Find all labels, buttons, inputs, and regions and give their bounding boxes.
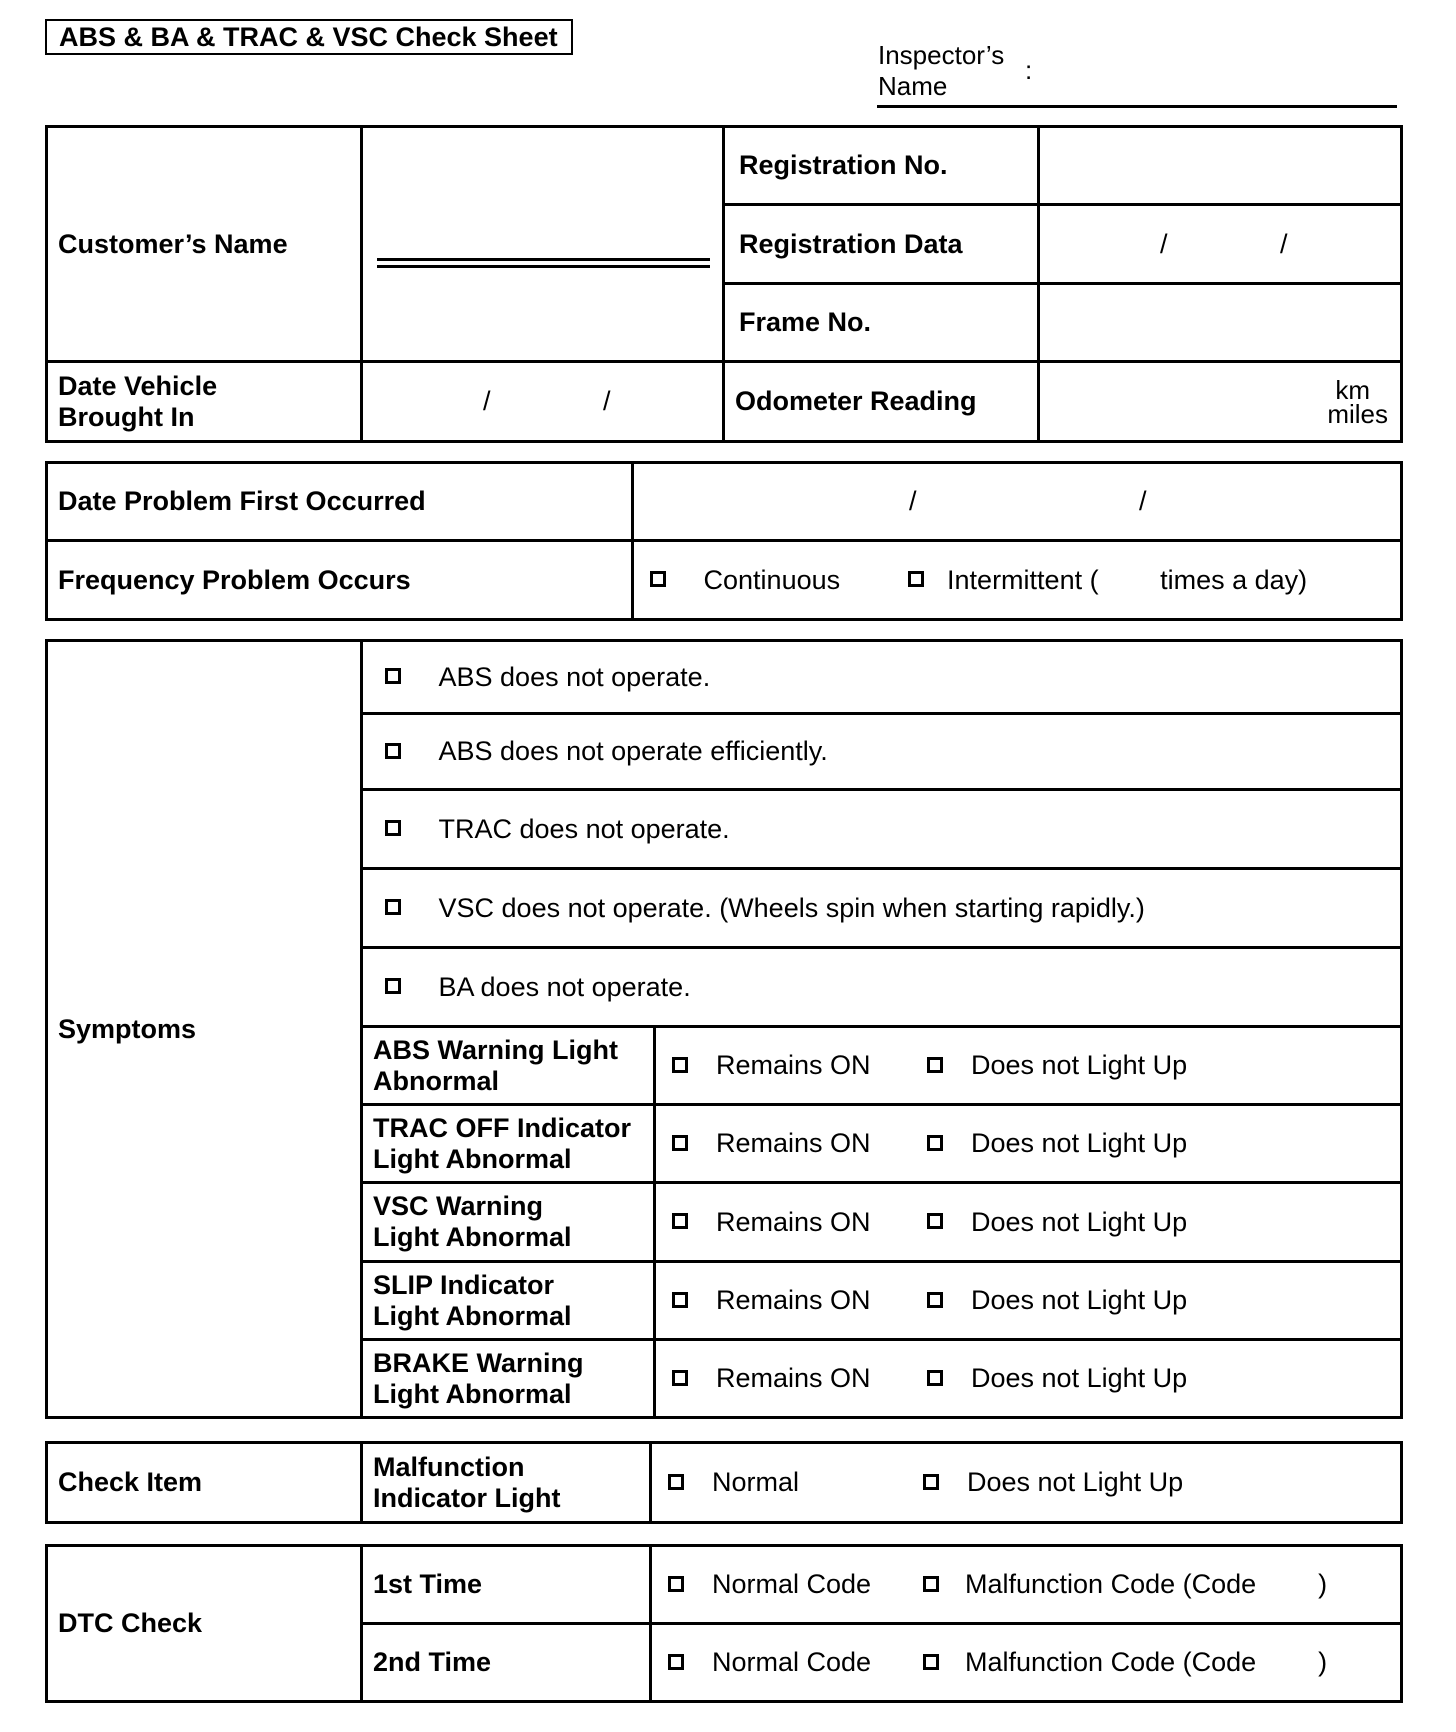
check-item-label: Check Item <box>47 1443 362 1523</box>
inspector-colon: : <box>1025 55 1033 85</box>
date-slash: / <box>909 486 917 516</box>
checkbox[interactable] <box>672 1213 688 1229</box>
checkbox[interactable] <box>672 1057 688 1073</box>
intermittent-option[interactable]: Intermittent ( times a day) <box>908 565 1308 596</box>
checkbox[interactable] <box>385 820 401 836</box>
checkbox[interactable] <box>927 1135 943 1151</box>
warning-light-label: VSC Warning Light Abnormal <box>362 1183 655 1262</box>
checkbox[interactable] <box>923 1576 939 1592</box>
warning-light-options <box>655 1105 1402 1183</box>
sheet-title: ABS & BA & TRAC & VSC Check Sheet <box>45 19 573 55</box>
inspector-name-field[interactable] <box>877 105 1397 108</box>
date-first-occurred-label: Date Problem First Occurred <box>47 463 633 541</box>
warning-light-options <box>655 1340 1402 1418</box>
checkbox[interactable] <box>927 1057 943 1073</box>
symptom-row[interactable]: TRAC does not operate. <box>362 790 1402 869</box>
registration-no-label: Registration No. <box>724 127 1039 205</box>
does-not-light-up-option[interactable]: Does not Light Up <box>923 1467 1183 1498</box>
problem-occurrence-table <box>45 461 1403 621</box>
checkbox[interactable] <box>668 1474 684 1490</box>
check-item-table <box>45 1441 1403 1524</box>
warning-light-label: ABS Warning Light Abnormal <box>362 1027 655 1105</box>
frequency-label: Frequency Problem Occurs <box>47 541 633 620</box>
checkbox[interactable] <box>927 1370 943 1386</box>
does-not-light-up-option[interactable]: Does not Light Up <box>927 1285 1187 1316</box>
dtc-check-table <box>45 1544 1403 1703</box>
inspector-name-label: Inspector’s Name <box>878 40 1005 101</box>
remains-on-option[interactable]: Remains ON <box>672 1050 927 1081</box>
does-not-light-up-option[interactable]: Does not Light Up <box>927 1363 1187 1394</box>
symptom-row[interactable]: VSC does not operate. (Wheels spin when starting rapidly.) <box>362 869 1402 948</box>
does-not-light-up-option[interactable]: Does not Light Up <box>927 1207 1187 1238</box>
date-slash: / <box>1139 486 1147 516</box>
checkbox[interactable] <box>385 899 401 915</box>
checkbox[interactable] <box>923 1654 939 1670</box>
dtc-row-options <box>651 1546 1402 1624</box>
warning-light-options <box>655 1027 1402 1105</box>
date-slash: / <box>1280 228 1288 259</box>
malfunction-code-option[interactable]: Malfunction Code (Code ) <box>923 1647 1327 1678</box>
malfunction-indicator-label: Malfunction Indicator Light <box>362 1443 651 1523</box>
checkbox[interactable] <box>668 1654 684 1670</box>
checkbox[interactable] <box>923 1474 939 1490</box>
remains-on-option[interactable]: Remains ON <box>672 1128 927 1159</box>
symptom-row[interactable]: ABS does not operate. <box>362 641 1402 714</box>
checkbox[interactable] <box>672 1292 688 1308</box>
checkbox[interactable] <box>908 571 924 587</box>
dtc-row-label: 1st Time <box>362 1546 651 1624</box>
symptom-row[interactable]: BA does not operate. <box>362 948 1402 1027</box>
date-slash: / <box>603 386 611 416</box>
remains-on-option[interactable]: Remains ON <box>672 1363 927 1394</box>
frame-no-label: Frame No. <box>724 284 1039 362</box>
continuous-option[interactable]: Continuous <box>650 565 900 596</box>
checkbox[interactable] <box>927 1213 943 1229</box>
warning-light-label: TRAC OFF Indicator Light Abnormal <box>362 1105 655 1183</box>
does-not-light-up-option[interactable]: Does not Light Up <box>927 1050 1187 1081</box>
normal-code-option[interactable]: Normal Code <box>668 1569 923 1600</box>
date-slash: / <box>483 386 491 416</box>
checkbox[interactable] <box>385 743 401 759</box>
normal-option[interactable]: Normal <box>668 1467 923 1498</box>
customer-name-double-line <box>377 258 710 268</box>
date-first-occurred-field[interactable] <box>633 463 1402 541</box>
odometer-field[interactable] <box>1039 362 1402 442</box>
warning-light-label: BRAKE Warning Light Abnormal <box>362 1340 655 1418</box>
symptoms-label: Symptoms <box>47 641 362 1418</box>
customer-name-label: Customer’s Name <box>47 127 362 362</box>
customer-name-field[interactable] <box>362 127 724 362</box>
checkbox[interactable] <box>385 978 401 994</box>
checkbox[interactable] <box>927 1292 943 1308</box>
symptoms-table <box>45 639 1403 1419</box>
does-not-light-up-option[interactable]: Does not Light Up <box>927 1128 1187 1159</box>
registration-data-field[interactable] <box>1039 205 1402 284</box>
registration-data-label: Registration Data <box>724 205 1039 284</box>
checkbox[interactable] <box>668 1576 684 1592</box>
warning-light-options <box>655 1262 1402 1340</box>
dtc-row-label: 2nd Time <box>362 1624 651 1702</box>
date-brought-in-label: Date Vehicle Brought In <box>47 362 362 442</box>
dtc-check-label: DTC Check <box>47 1546 362 1702</box>
checkbox[interactable] <box>672 1370 688 1386</box>
registration-no-field[interactable] <box>1039 127 1402 205</box>
malfunction-indicator-options <box>651 1443 1402 1523</box>
normal-code-option[interactable]: Normal Code <box>668 1647 923 1678</box>
remains-on-option[interactable]: Remains ON <box>672 1285 927 1316</box>
frame-no-field[interactable] <box>1039 284 1402 362</box>
checkbox[interactable] <box>650 571 666 587</box>
unit-km: km <box>1335 374 1370 405</box>
symptom-row[interactable]: ABS does not operate efficiently. <box>362 714 1402 790</box>
odometer-label: Odometer Reading <box>724 362 1039 442</box>
checkbox[interactable] <box>385 668 401 684</box>
date-slash: / <box>1160 228 1168 259</box>
unit-miles: miles <box>1327 398 1388 429</box>
checkbox[interactable] <box>672 1135 688 1151</box>
vehicle-info-table <box>45 125 1403 443</box>
dtc-row-options <box>651 1624 1402 1702</box>
remains-on-option[interactable]: Remains ON <box>672 1207 927 1238</box>
warning-light-options <box>655 1183 1402 1262</box>
malfunction-code-option[interactable]: Malfunction Code (Code ) <box>923 1569 1327 1600</box>
warning-light-label: SLIP Indicator Light Abnormal <box>362 1262 655 1340</box>
date-brought-in-field[interactable] <box>362 362 724 442</box>
